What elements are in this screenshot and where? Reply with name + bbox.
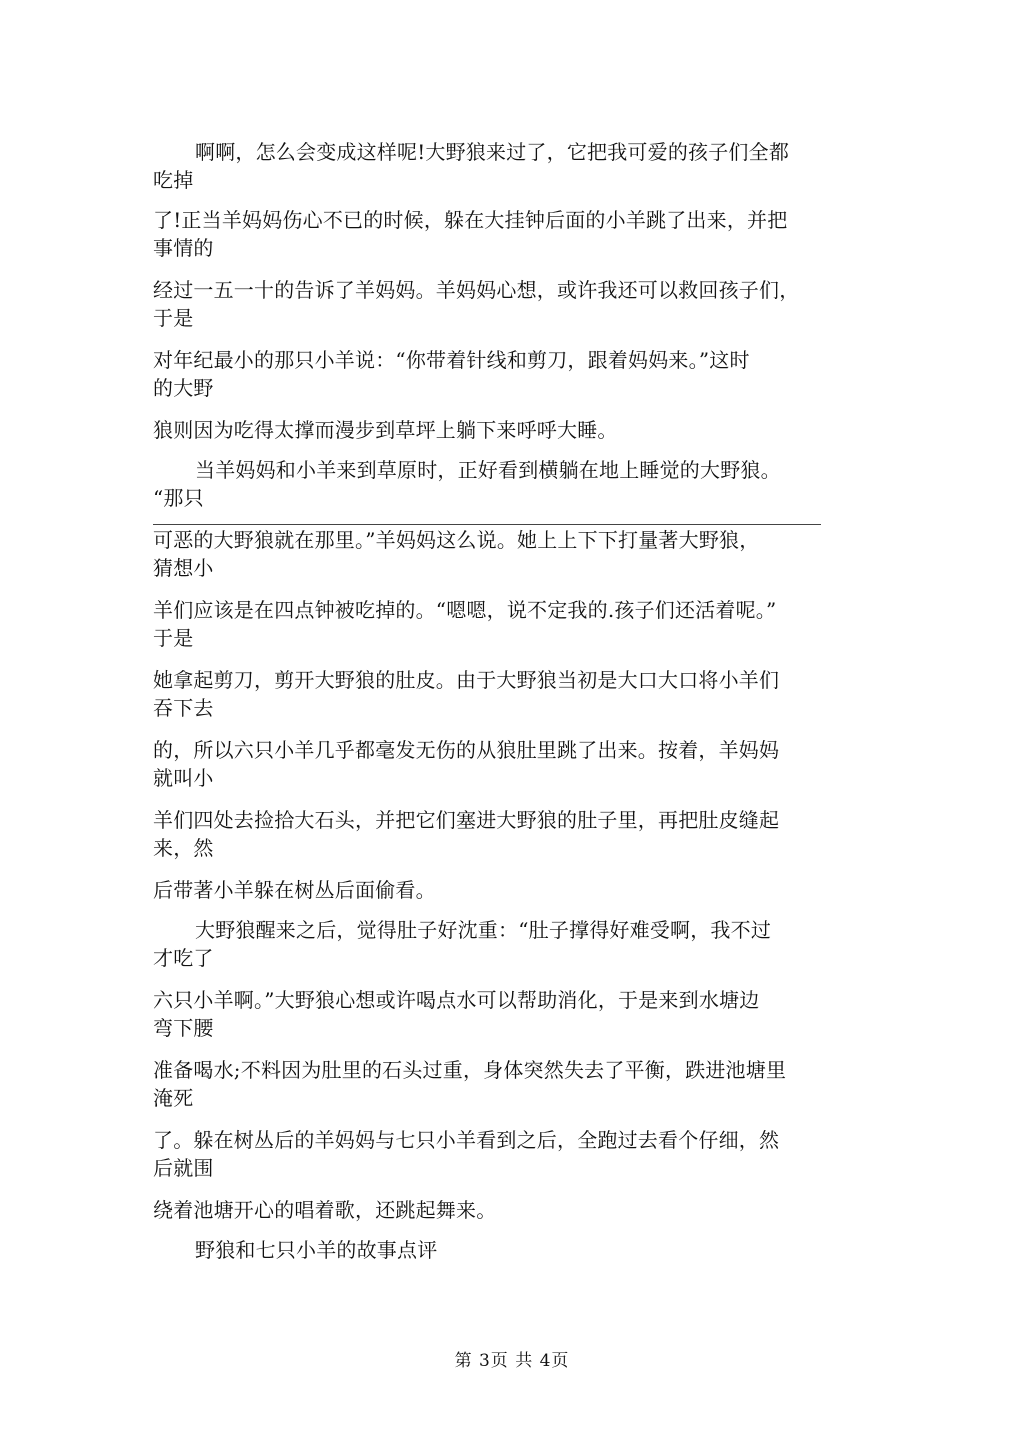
line-2-main: 了!正当羊妈妈伤心不已的时候，躲在大挂钟后面的小羊跳了出来，并把 xyxy=(153,208,788,232)
line-16-main: 了。躲在树丛后的羊妈妈与七只小羊看到之后，全跑过去看个仔细，然 xyxy=(153,1128,780,1152)
line-11-main: 羊们四处去捡拾大石头，并把它们塞进大野狼的肚子里，再把肚皮缝起 xyxy=(153,808,780,832)
line-15-tail: 淹死 xyxy=(153,1086,194,1110)
line-10-main: 的，所以六只小羊几乎都毫发无伤的从狼肚里跳了出来。按着，羊妈妈 xyxy=(153,738,780,762)
line-2-tail: 事情的 xyxy=(153,236,214,260)
line-18-main: 野狼和七只小羊的故事点评 xyxy=(195,1238,438,1262)
text-line-1-wrap xyxy=(153,168,843,192)
text-line-16 xyxy=(153,1128,843,1180)
line-15-main: 准备喝水;不料因为肚里的石头过重，身体突然失去了平衡，跌进池塘里 xyxy=(153,1058,787,1082)
line-5-main: 狼则因为吃得太撑而漫步到草坪上躺下来呼呼大睡。 xyxy=(153,418,618,442)
line-9-main: 她拿起剪刀，剪开大野狼的肚皮。由于大野狼当初是大口大口将小羊们 xyxy=(153,668,780,692)
line-7-tail: 猜想小 xyxy=(153,556,214,580)
line-12-main: 后带著小羊躲在树丛后面偷看。 xyxy=(153,878,436,902)
line-8-main: 羊们应该是在四点钟被吃掉的。“嗯嗯，说不定我的.孩子们还活着呢。” xyxy=(153,598,777,622)
line-14-main: 六只小羊啊。”大野狼心想或许喝点水可以帮助消化，于是来到水塘边 xyxy=(153,988,760,1012)
text-line-13-wrap xyxy=(153,946,843,970)
line-4-main: 对年纪最小的那只小羊说：“你带着针线和剪刀，跟着妈妈来。”这时 xyxy=(153,348,750,372)
text-line-5 xyxy=(153,418,843,442)
line-11-tail: 来，然 xyxy=(153,836,214,860)
text-line-1 xyxy=(195,140,885,164)
text-line-12 xyxy=(153,878,843,902)
line-4-tail: 的大野 xyxy=(153,376,214,400)
line-9-tail: 吞下去 xyxy=(153,696,214,720)
line-10-tail: 就叫小 xyxy=(153,766,214,790)
text-line-17 xyxy=(153,1198,843,1222)
horizontal-rule xyxy=(153,524,821,525)
text-line-15 xyxy=(153,1058,843,1110)
page-footer: 第 3页 共 4页 xyxy=(454,1351,570,1371)
text-line-2 xyxy=(153,208,843,260)
line-3-tail: 于是 xyxy=(153,306,194,330)
line-6-tail: “那只 xyxy=(153,486,204,510)
text-line-8 xyxy=(153,598,843,650)
text-line-4 xyxy=(153,348,843,400)
line-1-tail: 吃掉 xyxy=(153,168,194,192)
text-line-10 xyxy=(153,738,843,790)
line-3-main: 经过一五一十的告诉了羊妈妈。羊妈妈心想，或许我还可以救回孩子们， xyxy=(153,278,800,302)
text-line-11 xyxy=(153,808,843,860)
text-line-7 xyxy=(153,528,843,580)
text-line-6-wrap xyxy=(153,486,843,510)
line-6-main: 当羊妈妈和小羊来到草原时，正好看到横躺在地上睡觉的大野狼。 xyxy=(195,458,781,482)
line-7-main: 可恶的大野狼就在那里。”羊妈妈这么说。她上上下下打量著大野狼， xyxy=(153,528,760,552)
line-17-main: 绕着池塘开心的唱着歌，还跳起舞来。 xyxy=(153,1198,497,1222)
line-14-tail: 弯下腰 xyxy=(153,1016,214,1040)
text-line-18 xyxy=(195,1238,885,1262)
text-line-14 xyxy=(153,988,843,1040)
text-line-3 xyxy=(153,278,843,330)
line-16-tail: 后就围 xyxy=(153,1156,214,1180)
text-line-6 xyxy=(195,458,885,482)
line-1-main: 啊啊，怎么会变成这样呢!大野狼来过了，它把我可爱的孩子们全都 xyxy=(195,140,790,164)
line-8-tail: 于是 xyxy=(153,626,194,650)
text-line-9 xyxy=(153,668,843,720)
line-13-main: 大野狼醒来之后，觉得肚子好沈重：“肚子撑得好难受啊，我不过 xyxy=(195,918,772,942)
line-13-tail: 才吃了 xyxy=(153,946,214,970)
text-line-13 xyxy=(195,918,885,942)
